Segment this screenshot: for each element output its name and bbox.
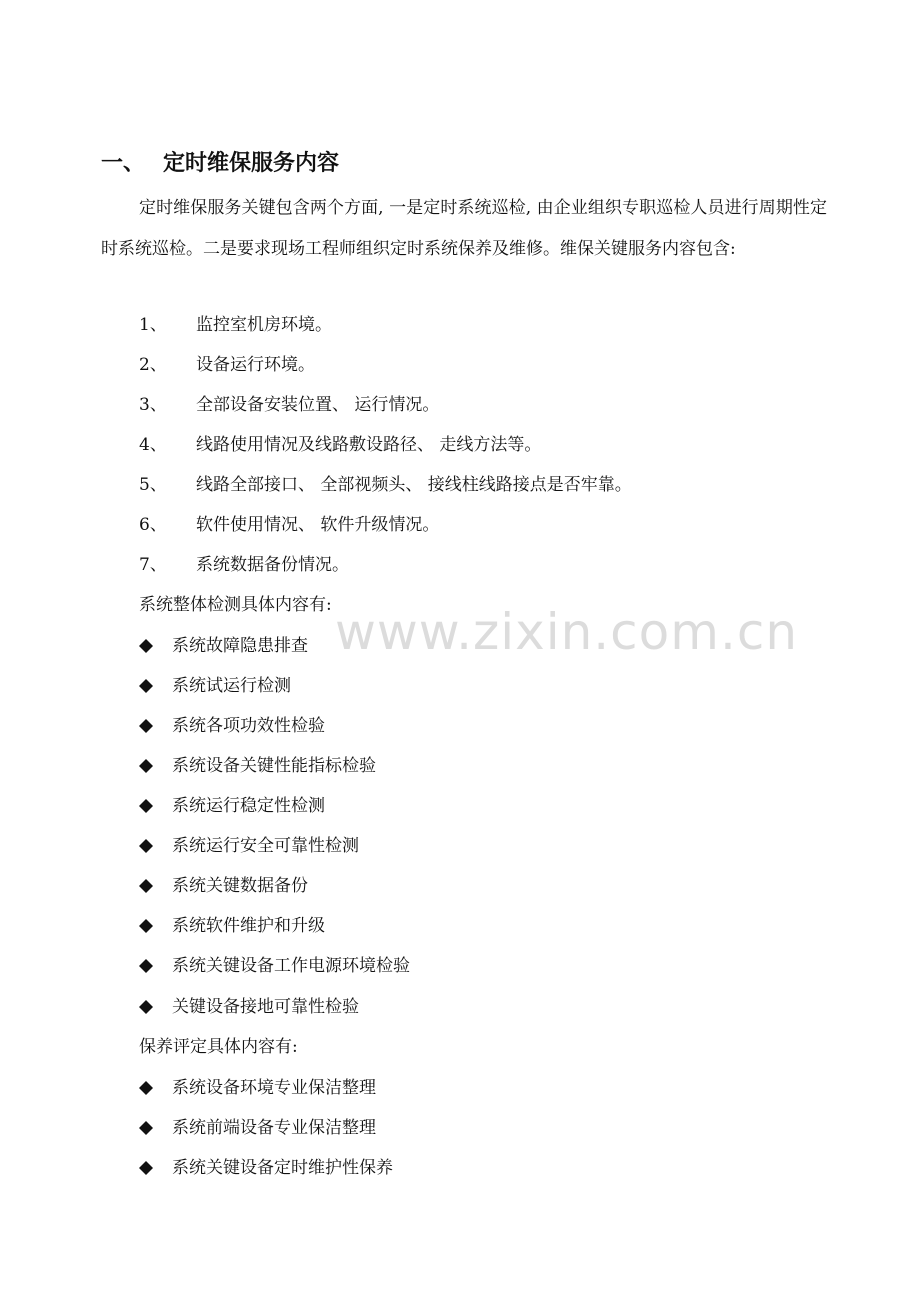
- diamond-bullet-icon: [139, 1081, 153, 1095]
- bullet-text: 关键设备接地可靠性检验: [172, 997, 359, 1017]
- bullet-text: 系统设备环境专业保洁整理: [172, 1078, 376, 1098]
- bullet-text: 系统运行安全可靠性检测: [172, 836, 359, 856]
- heading-title: 定时维保服务内容: [163, 151, 340, 176]
- item-number: 6、: [139, 515, 167, 535]
- item-text: 系统数据备份情况。: [196, 555, 349, 575]
- item-text: 软件使用情况、 软件升级情况。: [196, 515, 440, 535]
- item-number: 5、: [139, 475, 167, 495]
- bullet-text: 系统设备关键性能指标检验: [172, 756, 376, 776]
- bullet-text: 系统关键设备定时维护性保养: [172, 1158, 393, 1178]
- item-text: 线路使用情况及线路敷设路径、 走线方法等。: [196, 435, 542, 455]
- item-number: 3、: [139, 395, 167, 415]
- section1-title: 系统整体检测具体内容有:: [139, 595, 332, 615]
- diamond-bullet-icon: [139, 799, 153, 813]
- item-number: 1、: [139, 315, 167, 335]
- item-number: 2、: [139, 355, 167, 375]
- item-number: 7、: [139, 555, 167, 575]
- intro-paragraph: 定时维保服务关键包含两个方面, 一是定时系统巡检, 由企业组织专职巡检人员进行周期性定时系统巡检。二是要求现场工程师组织定时系统保养及维修。维保关键服务内容包含:: [101, 198, 827, 259]
- diamond-bullet-icon: [139, 1121, 153, 1135]
- diamond-bullet-icon: [139, 679, 153, 693]
- section-heading: [101, 146, 339, 177]
- item-text: 线路全部接口、 全部视频头、 接线柱线路接点是否牢靠。: [196, 475, 632, 495]
- heading-number: 一、: [101, 151, 146, 176]
- section2-title: 保养评定具体内容有:: [139, 1037, 298, 1057]
- bullet-text: 系统运行稳定性检测: [172, 796, 325, 816]
- diamond-bullet-icon: [139, 1161, 153, 1175]
- bullet-text: 系统关键设备工作电源环境检验: [172, 956, 410, 976]
- diamond-bullet-icon: [139, 879, 153, 893]
- diamond-bullet-icon: [139, 759, 153, 773]
- bullet-text: 系统软件维护和升级: [172, 916, 325, 936]
- bullet-text: 系统关键数据备份: [172, 876, 308, 896]
- item-text: 设备运行环境。: [196, 355, 315, 375]
- watermark: www.zixin.com.cn: [335, 603, 799, 661]
- bullet-text: 系统前端设备专业保洁整理: [172, 1118, 376, 1138]
- item-text: 监控室机房环境。: [196, 315, 332, 335]
- item-text: 全部设备安装位置、 运行情况。: [196, 395, 440, 415]
- diamond-bullet-icon: [139, 1000, 153, 1014]
- diamond-bullet-icon: [139, 639, 153, 653]
- bullet-text: 系统试运行检测: [172, 676, 291, 696]
- diamond-bullet-icon: [139, 839, 153, 853]
- diamond-bullet-icon: [139, 719, 153, 733]
- diamond-bullet-icon: [139, 919, 153, 933]
- bullet-text: 系统故障隐患排查: [172, 636, 308, 656]
- item-number: 4、: [139, 435, 167, 455]
- bullet-text: 系统各项功效性检验: [172, 716, 325, 736]
- diamond-bullet-icon: [139, 959, 153, 973]
